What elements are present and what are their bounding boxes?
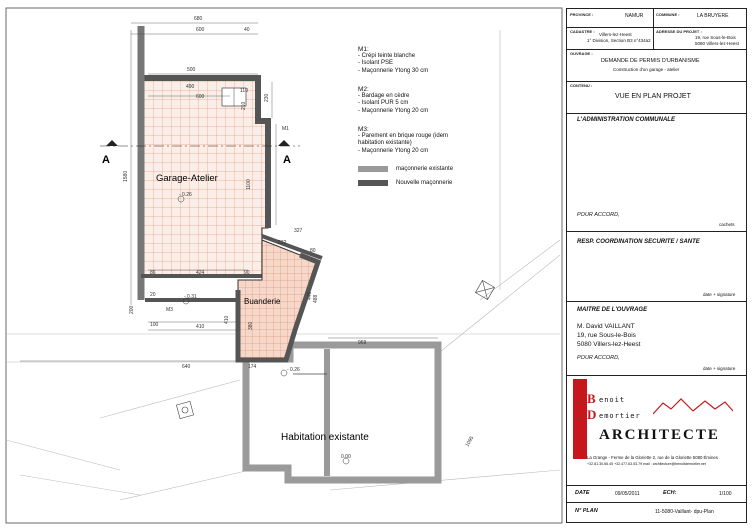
note-line: - Maçonnerie Ytong 20 cm xyxy=(358,147,429,154)
dim-380: 380 xyxy=(248,321,254,330)
tag-m3: M3 xyxy=(166,307,173,313)
adresse-line2: 5080 Villers-lez-Heest xyxy=(695,41,739,46)
date-value: 09/05/2011 xyxy=(615,491,640,497)
admin-title: L'ADMINISTRATION COMMUNALE xyxy=(577,117,675,123)
logo-letter-d: D xyxy=(587,407,597,422)
commune-value: LA BRUYERE xyxy=(697,13,729,19)
tb-rule xyxy=(567,27,746,28)
level-house-b: 0.00 xyxy=(341,454,351,460)
level-house-a: - 0.26 xyxy=(287,367,300,373)
room-label-house: Habitation existante xyxy=(281,432,369,443)
dim-174: 174 xyxy=(248,364,257,370)
tb-rule xyxy=(567,502,746,503)
owner-city: 5080 Villers-lez-Heest xyxy=(577,341,641,348)
dim-1095: 1095 xyxy=(464,435,476,448)
adresse-line1: 19, rue Sous-le-Bois xyxy=(695,35,736,40)
ouvrage-line1: DEMANDE DE PERMIS D'URBANISME xyxy=(601,58,700,64)
section-label-left: A xyxy=(102,154,110,166)
admin-pour-accord: POUR ACCORD, xyxy=(577,212,620,218)
adresse-label: ADRESSE DU PROJET : xyxy=(656,29,702,34)
logo-letter-b: B xyxy=(587,391,596,406)
note-line: - Isolant PUR 5 cm xyxy=(358,100,409,107)
ech-value: 1/100 xyxy=(719,491,732,497)
logo-benoit: enoit xyxy=(599,396,626,404)
contenu-value: VUE EN PLAN PROJET xyxy=(615,93,691,100)
note-line: - Maçonnerie Ytong 30 cm xyxy=(358,67,429,74)
note-m1 xyxy=(358,46,428,75)
legend-existing xyxy=(358,166,453,172)
ouvrage-label: OUVRAGE : xyxy=(570,51,593,56)
legend-label-new: Nouvelle maçonnerie xyxy=(396,180,453,186)
dim-80: 80 xyxy=(310,248,316,254)
legend-swatch-new xyxy=(358,180,388,186)
dim-410: 410 xyxy=(196,324,205,330)
owner-name: M. David VAILLANT xyxy=(577,323,635,330)
title-block xyxy=(566,8,747,523)
tb-rule xyxy=(567,49,746,50)
dim-600b: 600 xyxy=(196,94,205,100)
tb-rule xyxy=(567,375,746,376)
dim-200: 200 xyxy=(129,305,135,314)
tb-rule xyxy=(567,113,746,114)
section-label-right: A xyxy=(283,154,291,166)
ouvrage-line2: Construction d'un garage - atelier xyxy=(613,67,680,72)
dim-640: 640 xyxy=(182,364,191,370)
logo-roofline xyxy=(653,397,733,415)
tb-rule xyxy=(567,301,746,302)
tb-rule xyxy=(567,231,746,232)
legend-swatch-existing xyxy=(358,166,388,172)
maitre-title: MAITRE DE L'OUVRAGE xyxy=(577,307,648,313)
logo-contact: +32.81.30.66.45 +32.477.63.53.79 mail : architecture@benoitdemortier.net xyxy=(587,462,706,466)
note-line: - Bardage en cèdre xyxy=(358,93,410,100)
dim-210: 210 xyxy=(241,101,247,110)
room-label-garage: Garage-Atelier xyxy=(156,173,218,184)
dim-90: 90 xyxy=(244,270,250,276)
dim-1580: 1580 xyxy=(123,170,129,182)
dim-1100: 1100 xyxy=(246,179,252,190)
province-value: NAMUR xyxy=(625,13,644,19)
admin-cachets: cachets xyxy=(719,222,735,227)
province-label: PROVINCE : xyxy=(570,12,594,17)
resp-date-signature: date + signature xyxy=(703,292,736,297)
note-m1-title: M1: xyxy=(358,46,369,53)
ech-label: ECH: xyxy=(663,490,677,496)
owner-date-signature: date + signature xyxy=(703,366,736,371)
commune-label: COMMUNE : xyxy=(656,12,680,17)
dim-445: 445 xyxy=(307,291,313,300)
dim-600: 600 xyxy=(196,27,205,33)
dim-100: 100 xyxy=(150,322,159,328)
logo-red-bar xyxy=(573,379,587,459)
level-buanderie: - 0.31 xyxy=(184,294,197,300)
tb-rule xyxy=(567,81,746,82)
logo-architecte: ARCHITECTE xyxy=(599,427,720,443)
note-m2-title: M2: xyxy=(358,86,369,93)
owner-street: 19, rue Sous-le-Bois xyxy=(577,332,636,339)
dim-500: 500 xyxy=(187,67,196,73)
note-line: - Isolant PSE xyxy=(358,60,394,67)
tb-divider xyxy=(653,9,654,49)
dim-20: 20 xyxy=(150,292,156,298)
cadastre-line1: Villers-lez-Heest xyxy=(599,32,632,37)
section-tag: M1 xyxy=(282,126,289,132)
dim-680: 680 xyxy=(194,16,203,22)
owner-pour-accord: POUR ACCORD, xyxy=(577,355,620,361)
room-label-buanderie: Buanderie xyxy=(244,297,281,306)
note-line: habitation existante) xyxy=(358,140,412,147)
garage-room xyxy=(141,26,268,300)
dim-424: 424 xyxy=(196,270,205,276)
dim-86: 86 xyxy=(150,270,156,276)
dim-230: 230 xyxy=(264,93,270,102)
dim-327: 327 xyxy=(294,228,303,234)
note-m2 xyxy=(358,86,428,115)
level-garage: - 0.26 xyxy=(179,192,192,198)
tb-rule xyxy=(567,485,746,486)
plan-no-value: 11-5080-Vaillant- dpu-Plan xyxy=(655,509,714,515)
dim-410b: 410 xyxy=(224,315,230,324)
dim-490: 490 xyxy=(186,84,195,90)
resp-title: RESP. COORDINATION SECURITE / SANTE xyxy=(577,239,700,245)
note-line: - Maçonnerie Ytong 20 cm xyxy=(358,107,429,114)
architect-logo xyxy=(573,379,741,479)
cadastre-line2: 1° Division, Section B3 n°434a2 xyxy=(587,38,651,43)
note-line: - Crépi teinte blanche xyxy=(358,53,416,60)
dim-969: 969 xyxy=(358,340,367,346)
dim-232: 232 xyxy=(278,240,287,246)
dim-488: 488 xyxy=(313,294,319,303)
logo-demortier: emortier xyxy=(599,412,641,420)
contenu-label: CONTENU : xyxy=(570,83,593,88)
note-m3-title: M3: xyxy=(358,126,369,133)
legend-new xyxy=(358,180,452,186)
note-line: - Parement en brique rouge (idem xyxy=(358,133,449,140)
logo-address: La Grange - Ferme de la Gloriette 2, rue de la Gloriette 5080 Émines xyxy=(587,455,718,460)
note-m3 xyxy=(358,126,448,155)
legend-label-existing: maçonnerie existante xyxy=(396,166,454,172)
plan-no-label: N° PLAN xyxy=(575,508,598,514)
date-label: DATE xyxy=(575,490,590,496)
dim-110: 110 xyxy=(240,88,248,94)
cadastre-label: CADASTRE : xyxy=(570,29,595,34)
dim-40: 40 xyxy=(244,27,250,33)
